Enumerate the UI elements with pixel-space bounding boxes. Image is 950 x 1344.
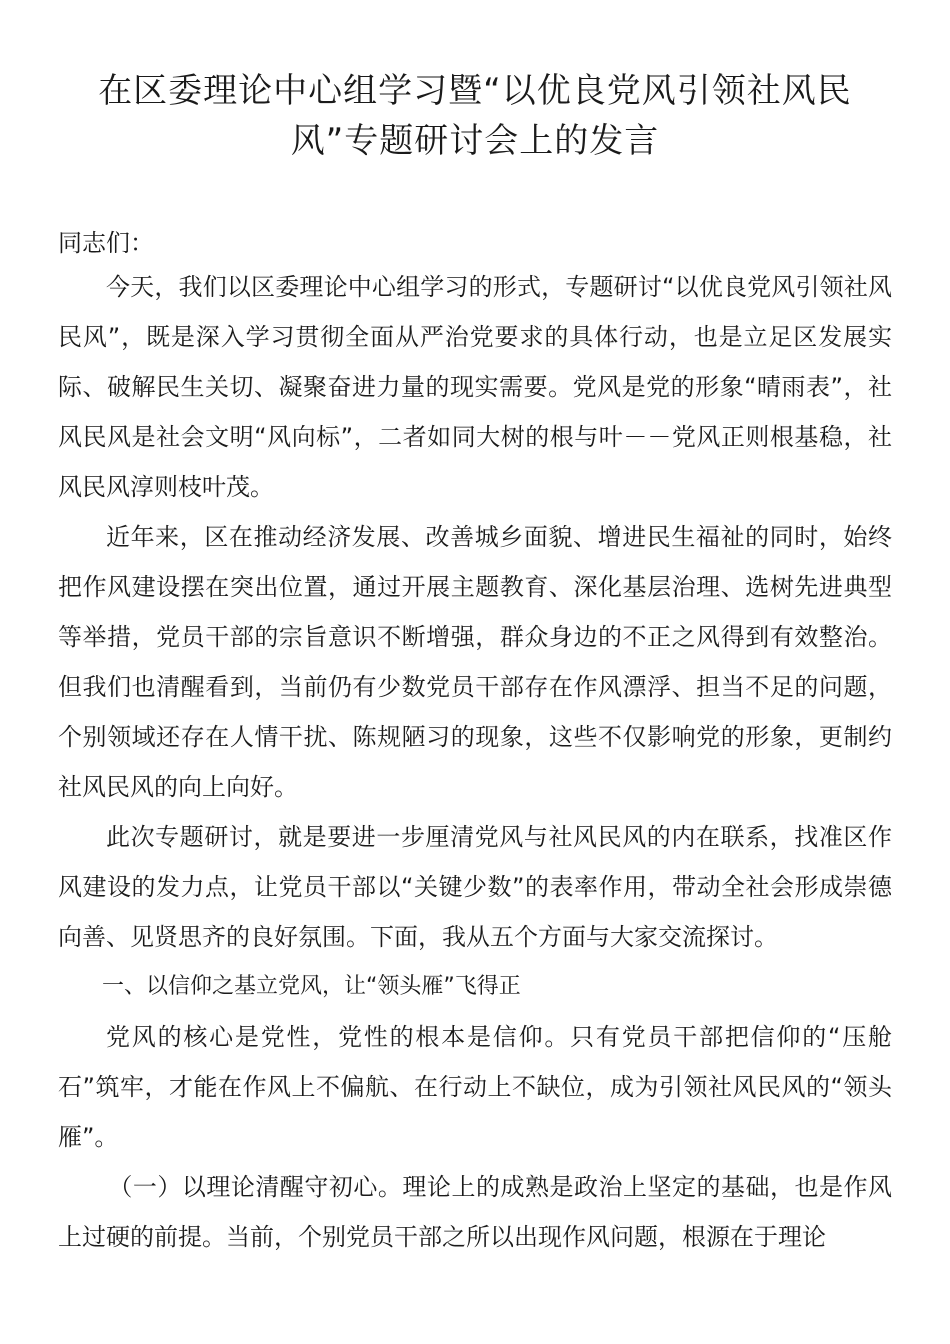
salutation: 同志们： (58, 229, 154, 257)
section-heading-1: 一、以信仰之基立党风，让“领头雁”飞得正 (102, 974, 521, 999)
document-title: 在区委理论中心组学习暨“以优良党风引领社风民风”专题研讨会上的发言 (98, 71, 852, 161)
paragraph-section-1: 党风的核心是党性，党性的根本是信仰。只有党员干部把信仰的“压舱石”筑牢，才能在作风上不偏航、在行动上不缺位，成为引领社风民风的“领头雁”。 (58, 1023, 892, 1151)
paragraph-purpose: 此次专题研讨，就是要进一步厘清党风与社风民风的内在联系，找准区作风建设的发力点，让党员干部以“关键少数”的表率作用，带动全社会形成崇德向善、见贤思齐的良好氛围。下面，我从五个方面与大家交流探讨。 (58, 823, 892, 951)
paragraph-intro: 今天，我们以区委理论中心组学习的形式，专题研讨“以优良党风引领社风民风”，既是深入学习贯彻全面从严治党要求的具体行动，也是立足区发展实际、破解民生关切、凝聚奋进力量的现实需要。党风是党的形象“晴雨表”，社风民风是社会文明“风向标”，二者如同大树的根与叶－－党风正则根基稳，社风民风淳则枝叶茂。 (58, 273, 892, 501)
paragraph-background: 近年来，区在推动经济发展、改善城乡面貌、增进民生福祉的同时，始终把作风建设摆在突出位置，通过开展主题教育、深化基层治理、选树先进典型等举措，党员干部的宗旨意识不断增强，群众身边的不正之风得到有效整治。但我们也清醒看到，当前仍有少数党员干部存在作风漂浮、担当不足的问题，个别领域还存在人情干扰、陈规陋习的现象，这些不仅影响党的形象，更制约社风民风的向上向好。 (58, 523, 892, 801)
document-body (58, 262, 892, 1262)
paragraph-subsection-1: （一）以理论清醒守初心。理论上的成熟是政治上坚定的基础，也是作风上过硬的前提。当前，个别党员干部之所以出现作风问题，根源在于理论 (58, 1173, 892, 1251)
